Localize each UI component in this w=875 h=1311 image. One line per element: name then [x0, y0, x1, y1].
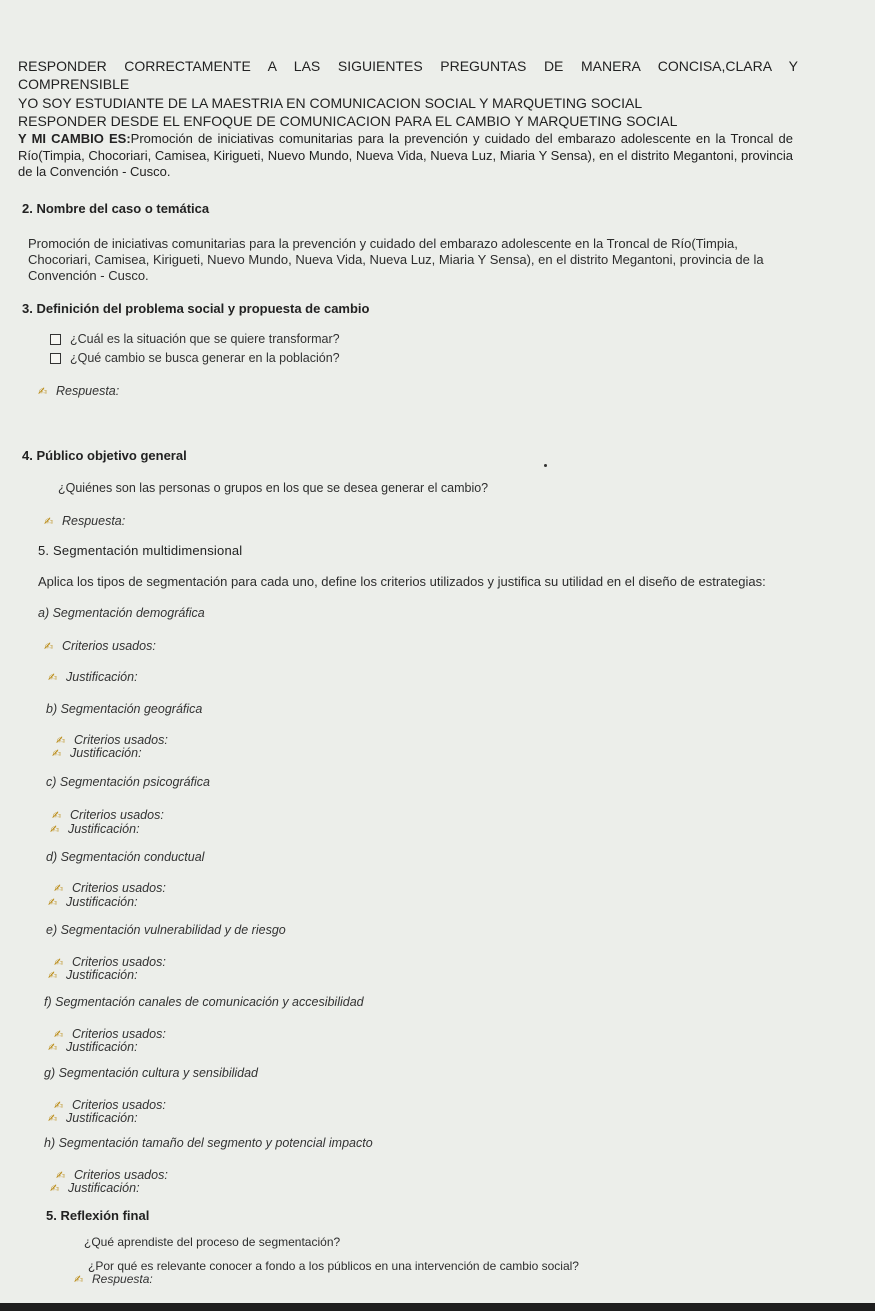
- pencil-hand-icon: ✍: [48, 1041, 58, 1054]
- pencil-hand-icon: ✍: [56, 734, 66, 747]
- pencil-hand-icon: ✍: [48, 969, 58, 982]
- pencil-hand-icon: ✍: [50, 823, 60, 836]
- criteria-row: ✍ Criterios usados:: [54, 955, 166, 969]
- pencil-hand-icon: ✍: [54, 956, 64, 969]
- segment-e-title: e) Segmentación vulnerabilidad y de riesgo: [46, 923, 286, 937]
- criteria-row: ✍ Criterios usados:: [44, 639, 156, 653]
- final-q2: ¿Por qué es relevante conocer a fondo a los públicos en una intervención de cambio social?: [88, 1259, 579, 1273]
- segment-h-title: h) Segmentación tamaño del segmento y potencial impacto: [44, 1136, 373, 1150]
- segment-b-title: b) Segmentación geográfica: [46, 702, 203, 716]
- answer-row: [38, 384, 119, 398]
- section-5-title: 5. Segmentación multidimensional: [38, 543, 243, 558]
- change-label: Y MI CAMBIO ES:: [18, 131, 131, 146]
- final-title: 5. Reflexión final: [46, 1208, 150, 1223]
- pencil-hand-icon: ✍: [38, 385, 48, 398]
- justification-row: ✍ Justificación:: [48, 670, 138, 684]
- pencil-hand-icon: ✍: [48, 1112, 58, 1125]
- question-item: [50, 332, 340, 346]
- pencil-hand-icon: ✍: [54, 1099, 64, 1112]
- pencil-hand-icon: ✍: [74, 1273, 84, 1286]
- criteria-row: ✍ Criterios usados:: [54, 1098, 166, 1112]
- checkbox-icon: [50, 353, 61, 364]
- pencil-hand-icon: ✍: [54, 1028, 64, 1041]
- section-2-title: 2. Nombre del caso o temática: [22, 201, 210, 216]
- section-3-answer-label: Respuesta:: [56, 384, 120, 398]
- pencil-hand-icon: ✍: [52, 809, 62, 822]
- justification-row: ✍ Justificación:: [48, 1111, 138, 1125]
- pencil-hand-icon: ✍: [54, 882, 64, 895]
- change-text: Promoción de iniciativas comunitarias para la prevención y cuidado del embarazo adolescente en la Troncal de Río(Timpia, Chocoriari, Camisea, Kirigueti, Nuevo Mundo, Nueva Vida, Nueva Luz, Miaria Y Sensa), en el distrito Megantoni, provincia de la Convención - Cusco.: [18, 131, 793, 179]
- justification-row: ✍ Justificación:: [50, 1181, 140, 1195]
- segment-c-title: c) Segmentación psicográfica: [46, 775, 210, 789]
- pencil-hand-icon: ✍: [44, 515, 54, 528]
- criteria-row: ✍ Criterios usados:: [54, 1027, 166, 1041]
- checkbox-icon: [50, 334, 61, 345]
- question-item: [50, 351, 340, 365]
- section-4-answer-label: Respuesta:: [62, 514, 126, 528]
- stray-dot: [544, 464, 547, 467]
- segment-d-title: d) Segmentación conductual: [46, 850, 205, 864]
- instruction-line-2: COMPRENSIBLE: [18, 76, 130, 92]
- final-q1: ¿Qué aprendiste del proceso de segmentación?: [84, 1235, 341, 1249]
- segment-f-title: f) Segmentación canales de comunicación y accesibilidad: [44, 995, 364, 1009]
- section-2-body: Promoción de iniciativas comunitarias para la prevención y cuidado del embarazo adolescente en la Troncal de Río(Timpia, Chocoriari, Camisea, Kirigueti, Nuevo Mundo, Nueva Vida, Nueva Luz, Miaria Y Sensa), en el distrito Megantoni, provincia de la Convención - Cusco.: [28, 236, 764, 283]
- answer-row: [44, 514, 125, 528]
- student-line: YO SOY ESTUDIANTE DE LA MAESTRIA EN COMUNICACION SOCIAL Y MARQUETING SOCIAL: [18, 95, 643, 111]
- justification-row: ✍ Justificación:: [48, 968, 138, 982]
- bottom-edge: [0, 1303, 875, 1311]
- justification-row: ✍ Justificación:: [52, 746, 142, 760]
- criteria-row: ✍ Criterios usados:: [56, 1168, 168, 1182]
- criteria-row: ✍ Criterios usados:: [56, 733, 168, 747]
- answer-row: ✍ Respuesta:: [74, 1272, 153, 1286]
- pencil-hand-icon: ✍: [52, 747, 62, 760]
- section-4-title: 4. Público objetivo general: [22, 448, 187, 463]
- section-3-title: 3. Definición del problema social y propuesta de cambio: [22, 301, 370, 316]
- section-3-q1: ¿Cuál es la situación que se quiere transformar?: [70, 332, 340, 346]
- change-statement: [18, 131, 793, 181]
- instruction-line-1: RESPONDER CORRECTAMENTE A LAS SIGUIENTES PREGUNTAS DE MANERA CONCISA,CLARA Y: [18, 58, 798, 74]
- pencil-hand-icon: ✍: [44, 640, 54, 653]
- section-5-intro: Aplica los tipos de segmentación para cada uno, define los criterios utilizados y justifica su utilidad en el diseño de estrategias:: [38, 574, 766, 589]
- justification-row: ✍ Justificación:: [48, 895, 138, 909]
- criteria-row: ✍ Criterios usados:: [54, 881, 166, 895]
- pencil-hand-icon: ✍: [48, 671, 58, 684]
- segment-g-title: g) Segmentación cultura y sensibilidad: [44, 1066, 259, 1080]
- pencil-hand-icon: ✍: [56, 1169, 66, 1182]
- justification-row: ✍ Justificación:: [48, 1040, 138, 1054]
- section-4-question: ¿Quiénes son las personas o grupos en los que se desea generar el cambio?: [58, 481, 489, 495]
- criteria-row: ✍ Criterios usados:: [52, 808, 164, 822]
- section-3-q2: ¿Qué cambio se busca generar en la población?: [70, 351, 340, 365]
- justification-row: ✍ Justificación:: [50, 822, 140, 836]
- approach-line: RESPONDER DESDE EL ENFOQUE DE COMUNICACION PARA EL CAMBIO Y MARQUETING SOCIAL: [18, 113, 678, 129]
- pencil-hand-icon: ✍: [50, 1182, 60, 1195]
- segment-a-title: a) Segmentación demográfica: [38, 606, 205, 620]
- pencil-hand-icon: ✍: [48, 896, 58, 909]
